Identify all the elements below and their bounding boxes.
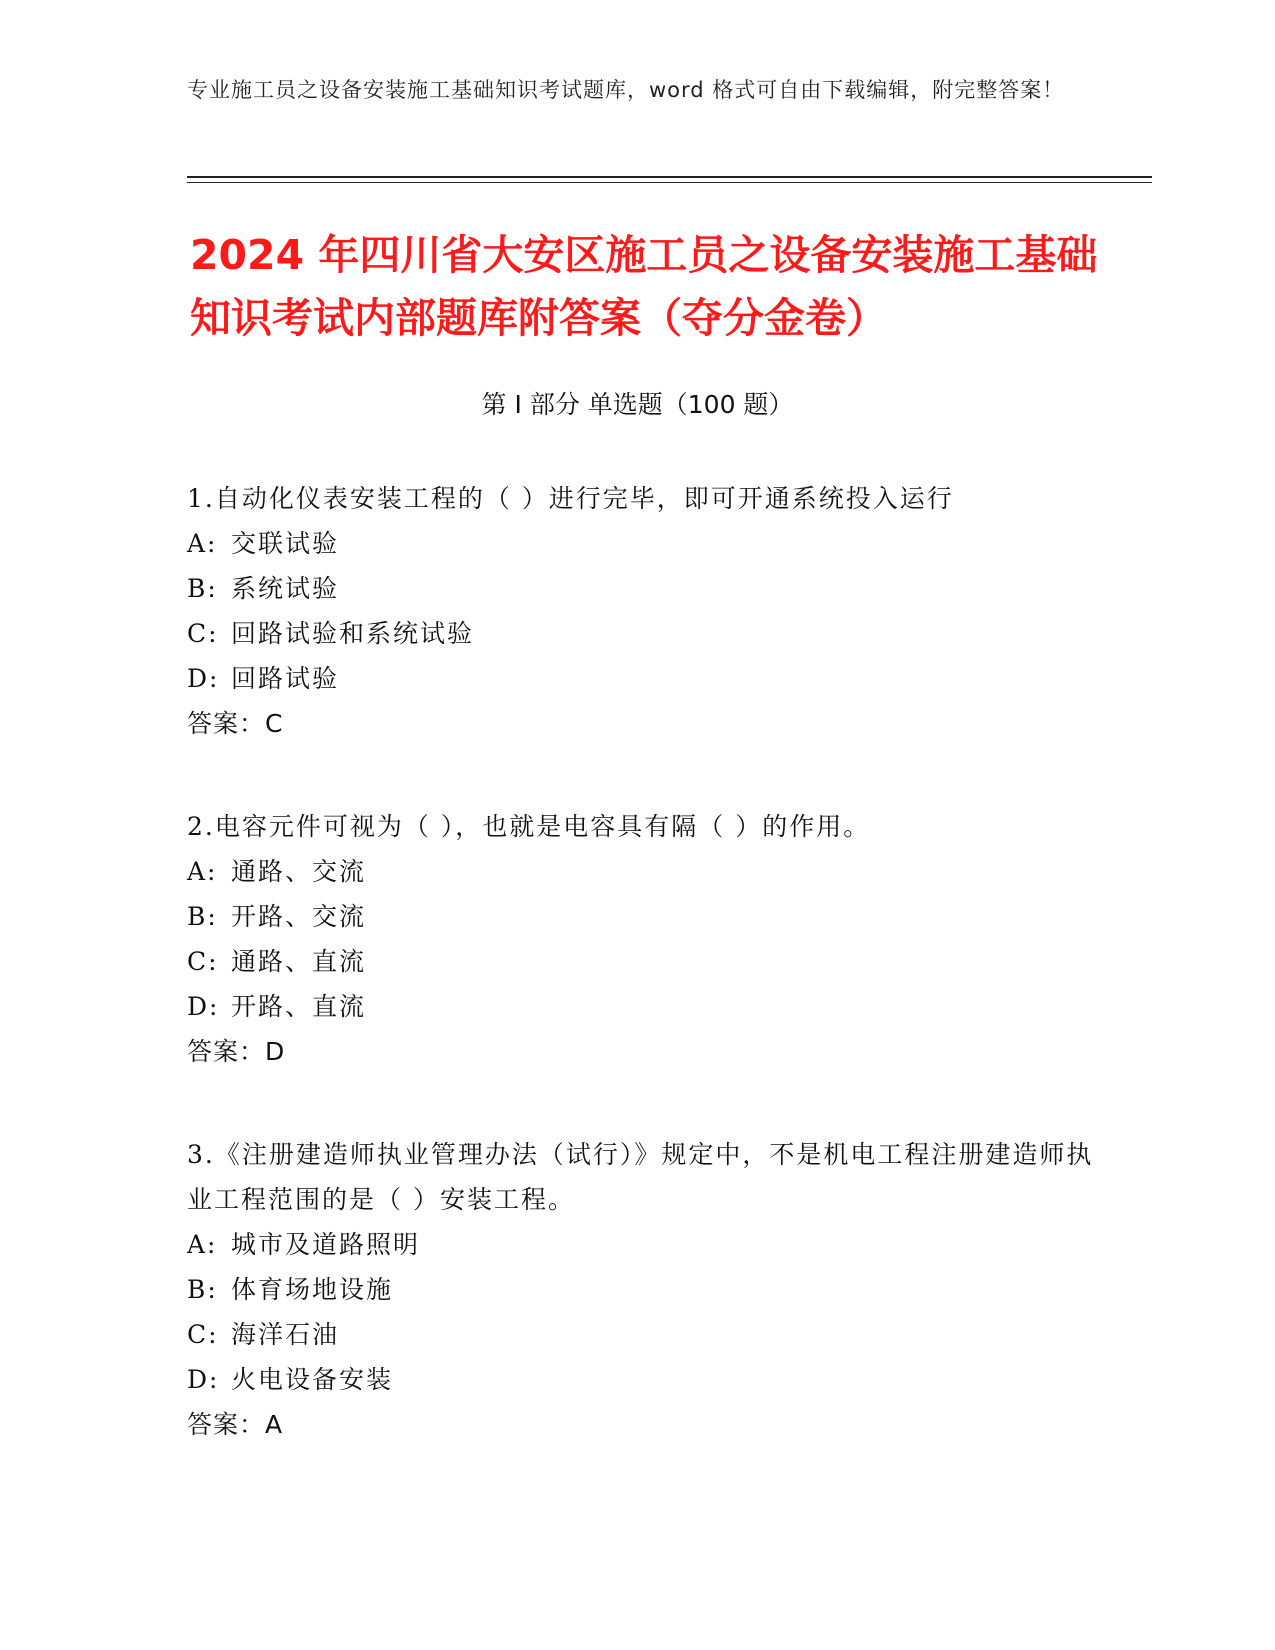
option-letter: B: xyxy=(187,902,218,931)
option-d xyxy=(187,984,1107,1029)
option-a xyxy=(187,849,1107,894)
option-letter: A: xyxy=(187,857,218,886)
document-title: 2024 年四川省大安区施工员之设备安装施工基础知识考试内部题库附答案（夺分金卷） xyxy=(190,231,1098,342)
option-letter: B: xyxy=(187,1275,218,1304)
option-b xyxy=(187,894,1107,939)
question-list xyxy=(187,476,1107,1505)
question-stem: 2.电容元件可视为（ ），也就是电容具有隔（ ）的作用。 xyxy=(187,812,871,841)
option-a xyxy=(187,521,1107,566)
option-b xyxy=(187,1267,1107,1312)
option-letter: C: xyxy=(187,619,219,648)
option-text: 体育场地设施 xyxy=(231,1275,394,1304)
option-letter: A: xyxy=(187,1230,218,1259)
option-text: 交联试验 xyxy=(231,529,340,558)
option-text: 通路、交流 xyxy=(231,857,367,886)
question-stem: 1.自动化仪表安装工程的（ ）进行完毕，即可开通系统投入运行 xyxy=(187,484,954,513)
option-text: 城市及道路照明 xyxy=(231,1230,421,1259)
option-letter: B: xyxy=(187,574,218,603)
option-text: 海洋石油 xyxy=(231,1320,340,1349)
option-c xyxy=(187,1312,1107,1357)
option-letter: C: xyxy=(187,1320,219,1349)
header-note: 专业施工员之设备安装施工基础知识考试题库，word 格式可自由下载编辑，附完整答案！ xyxy=(187,78,1065,102)
header-divider-thin xyxy=(187,182,1152,183)
answer-line: 答案：A xyxy=(187,1410,284,1439)
option-text: 开路、交流 xyxy=(231,902,367,931)
option-letter: D: xyxy=(187,1365,220,1394)
option-c xyxy=(187,611,1107,656)
option-a xyxy=(187,1222,1107,1267)
question-stem: 3.《注册建造师执业管理办法（试行）》规定中，不是机电工程注册建造师执业工程范围的是（ ）安装工程。 xyxy=(187,1140,1094,1214)
option-d xyxy=(187,1357,1107,1402)
option-text: 回路试验 xyxy=(231,664,340,693)
answer-line: 答案：C xyxy=(187,709,284,738)
option-text: 回路试验和系统试验 xyxy=(231,619,475,648)
section-heading: 第 I 部分 单选题（100 题） xyxy=(481,390,794,419)
option-letter: D: xyxy=(187,992,220,1021)
option-text: 系统试验 xyxy=(231,574,340,603)
option-c xyxy=(187,939,1107,984)
option-b xyxy=(187,566,1107,611)
option-text: 开路、直流 xyxy=(231,992,367,1021)
option-text: 通路、直流 xyxy=(231,947,367,976)
question-item xyxy=(187,476,1107,746)
option-letter: C: xyxy=(187,947,219,976)
answer-line: 答案：D xyxy=(187,1037,286,1066)
option-letter: A: xyxy=(187,529,218,558)
header-divider-thick xyxy=(187,176,1152,178)
option-d xyxy=(187,656,1107,701)
question-item xyxy=(187,804,1107,1074)
option-letter: D: xyxy=(187,664,220,693)
option-text: 火电设备安装 xyxy=(231,1365,394,1394)
question-item xyxy=(187,1132,1107,1447)
